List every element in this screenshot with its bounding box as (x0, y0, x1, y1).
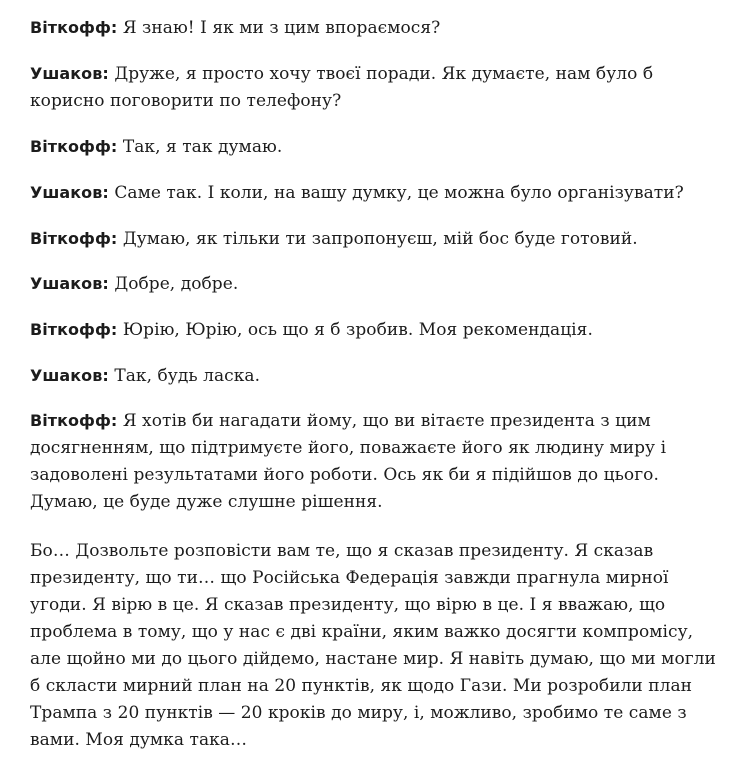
speaker-name: Ушаков: (30, 366, 109, 385)
dialogue-line (30, 14, 720, 42)
dialogue-text: Добре, добре. (114, 274, 239, 294)
dialogue-text: Саме так. І коли, на вашу думку, це можна було організувати? (114, 183, 684, 203)
dialogue-line (30, 225, 720, 253)
dialogue-text: Так, будь ласка. (114, 366, 261, 386)
speaker-name: Ушаков: (30, 183, 109, 202)
closing-paragraph: Бо… Дозвольте розповісти вам те, що я сказав президенту. Я сказав президенту, що ти… що Російська Федерація завжди прагнула мирної угоди. Я вірю в це. Я сказав президенту, що вірю в це. І я вважаю, що проблема в тому, що у нас є дві країни, яким важко досягти компромісу, але щойно ми до цього дійдемо, настане мир. Я навіть думаю, що ми могли б скласти мирний план на 20 пунктів, як щодо Гази. Ми розробили план Трампа з 20 пунктів — 20 кроків до миру, і, можливо, зробимо те саме з вами. Моя думка така… (30, 541, 716, 750)
dialogue-line (30, 60, 720, 115)
dialogue-text: Думаю, як тільки ти запропонуєш, мій бос буде готовий. (122, 229, 638, 249)
dialogue-text: Друже, я просто хочу твоєї поради. Як думаєте, нам було б корисно поговорити по телефону? (30, 64, 654, 111)
speaker-name: Ушаков: (30, 274, 109, 293)
speaker-name: Ушаков: (30, 64, 109, 83)
dialogue-line (30, 270, 720, 298)
speaker-name: Віткофф: (30, 137, 118, 156)
dialogue-text: Так, я так думаю. (122, 137, 283, 157)
speaker-name: Віткофф: (30, 320, 118, 339)
dialogue-line (30, 179, 720, 207)
speaker-name: Віткофф: (30, 229, 118, 248)
dialogue-text: Я знаю! І як ми з цим впораємося? (122, 18, 441, 38)
dialogue-text: Я хотів би нагадати йому, що ви вітаєте президента з цим досягненням, що підтримуєте його, поважаєте його як людину миру і задоволені результатами його роботи. Ось як би я підійшов до цього. Думаю, це буде дуже слушне рішення. (30, 411, 667, 512)
dialogue-line (30, 316, 720, 344)
speaker-name: Віткофф: (30, 411, 118, 430)
dialogue-line (30, 362, 720, 390)
dialogue-line (30, 133, 720, 161)
speaker-name: Віткофф: (30, 18, 118, 37)
dialogue-text: Юрію, Юрію, ось що я б зробив. Моя рекомендація. (122, 320, 593, 340)
dialogue-line (30, 407, 720, 516)
